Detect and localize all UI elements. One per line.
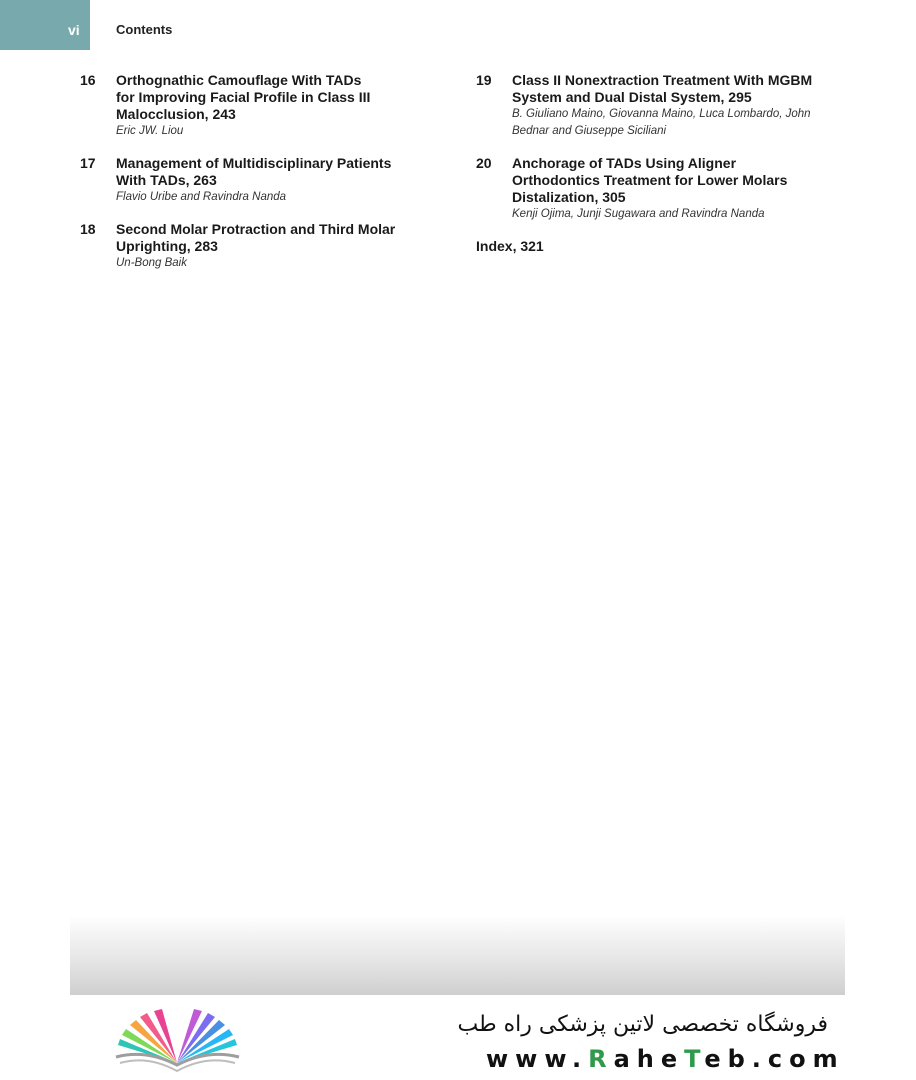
url-highlight-r: R (588, 1045, 614, 1073)
chapter-authors: Un-Bong Baik (116, 257, 187, 269)
chapter-number: 16 (80, 72, 96, 88)
website-url[interactable] (486, 1045, 845, 1073)
chapter-number: 17 (80, 155, 96, 171)
toc-entry-18[interactable] (80, 221, 440, 272)
chapter-title[interactable]: Management of Multidisciplinary Patients With TADs, 263 (116, 155, 392, 188)
chapter-number: 20 (476, 155, 492, 171)
chapter-authors: Eric JW. Liou (116, 125, 184, 137)
url-mid: ahe (613, 1045, 685, 1073)
page-number: vi (68, 22, 80, 38)
url-prefix: www. (486, 1045, 589, 1073)
chapter-number: 18 (80, 221, 96, 237)
toc-entry-20[interactable] (476, 155, 836, 223)
chapter-title[interactable]: Anchorage of TADs Using Aligner Orthodontics Treatment for Lower Molars Distalization, 305 (512, 155, 788, 205)
chapter-authors: Flavio Uribe and Ravindra Nanda (116, 191, 287, 203)
index-entry[interactable]: Index, 321 (476, 238, 544, 254)
chapter-title[interactable]: Class II Nonextraction Treatment With MGBM System and Dual Distal System, 295 (512, 72, 813, 105)
url-suffix: eb.com (704, 1045, 845, 1073)
toc-entry-17[interactable] (80, 155, 440, 206)
open-book-logo-icon (110, 1005, 245, 1075)
toc-column-right (476, 72, 836, 255)
page-number-tab (0, 0, 90, 50)
chapter-authors: Kenji Ojima, Junji Sugawara and Ravindra Nanda (512, 208, 765, 220)
running-head: Contents (116, 22, 173, 37)
toc-entry-16[interactable] (80, 72, 440, 140)
chapter-title[interactable]: Orthognathic Camouflage With TADs for Improving Facial Profile in Class III Malocclusion, 243 (116, 72, 371, 122)
chapter-title[interactable]: Second Molar Protraction and Third Molar Uprighting, 283 (116, 221, 396, 254)
toc-column-left (80, 72, 440, 287)
footer-shadow-band (70, 915, 845, 995)
toc-entry-19[interactable] (476, 72, 836, 140)
store-name-persian: فروشگاه تخصصی لاتین پزشکی راه طب (457, 1012, 828, 1037)
chapter-authors: B. Giuliano Maino, Giovanna Maino, Luca Lombardo, John Bednar and Giuseppe Siciliani (512, 108, 811, 137)
url-highlight-t: T (684, 1045, 705, 1073)
chapter-number: 19 (476, 72, 492, 88)
